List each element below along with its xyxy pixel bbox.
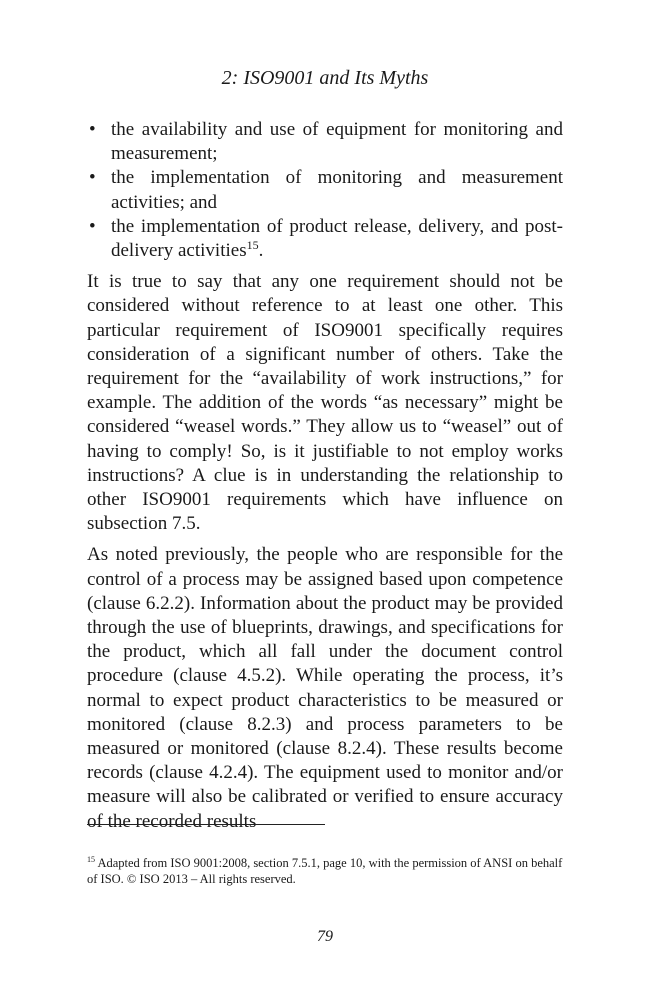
bullet-icon: •: [89, 119, 96, 140]
page-number: 79: [317, 928, 333, 945]
footnote: [87, 855, 563, 887]
list-item: [87, 118, 563, 166]
footnote-text: Adapted from ISO 9001:2008, section 7.5.1, page 10, with the permission of ANSI on behalf of ISO. © ISO 2013 – All rights reserved.: [87, 856, 563, 886]
list-item: [87, 166, 563, 214]
bullet-icon: •: [89, 215, 96, 237]
bullet-list: [87, 118, 563, 263]
running-head: 2: ISO9001 and Its Myths: [221, 67, 429, 89]
list-item-terminal-punctuation: .: [258, 240, 264, 262]
footnote-reference[interactable]: 15: [246, 238, 259, 253]
list-item-text: the availability and use of equipment for monitoring and measurement;: [111, 119, 563, 165]
footnote-divider: [87, 824, 325, 825]
body-paragraph: As noted previously, the people who are responsible for the control of a process may be assigned based upon competence (clause 6.2.2). Information about the product may be provided through the use of blueprints, drawings, and specifications for the product, which all fall under the document control procedure (clause 4.5.2). While operating the process, it’s normal to expect product characteristics to be measured or monitored (clause 8.2.3) and process parameters to be measured or monitored (clause 8.2.4). These results become records (clause 4.2.4). The equipment used to monitor and/or measure will also be calibrated or verified to ensure accuracy of the recorded results: [87, 544, 563, 832]
list-item-text: the implementation of product release, delivery, and post-delivery activities: [111, 215, 563, 262]
bullet-icon: •: [89, 167, 96, 189]
page-body: [87, 118, 563, 834]
body-paragraph: It is true to say that any one requirement should not be considered without reference to at least one other. This particular requirement of ISO9001 specifically requires consideration of a significant number of others. Take the requirement for the “availability of work instructions,” for example. The addition of the words “as necessary” might be considered “weasel words.” They allow us to “weasel” out of having to comply! So, is it justifiable to not employ works instructions? A clue is in understanding the relationship to other ISO9001 requirements which have influence on subsection 7.5.: [87, 271, 563, 535]
list-item: [87, 215, 563, 263]
footnote-number: 15: [87, 855, 95, 864]
list-item-text: the implementation of monitoring and measurement activities; and: [111, 167, 563, 213]
